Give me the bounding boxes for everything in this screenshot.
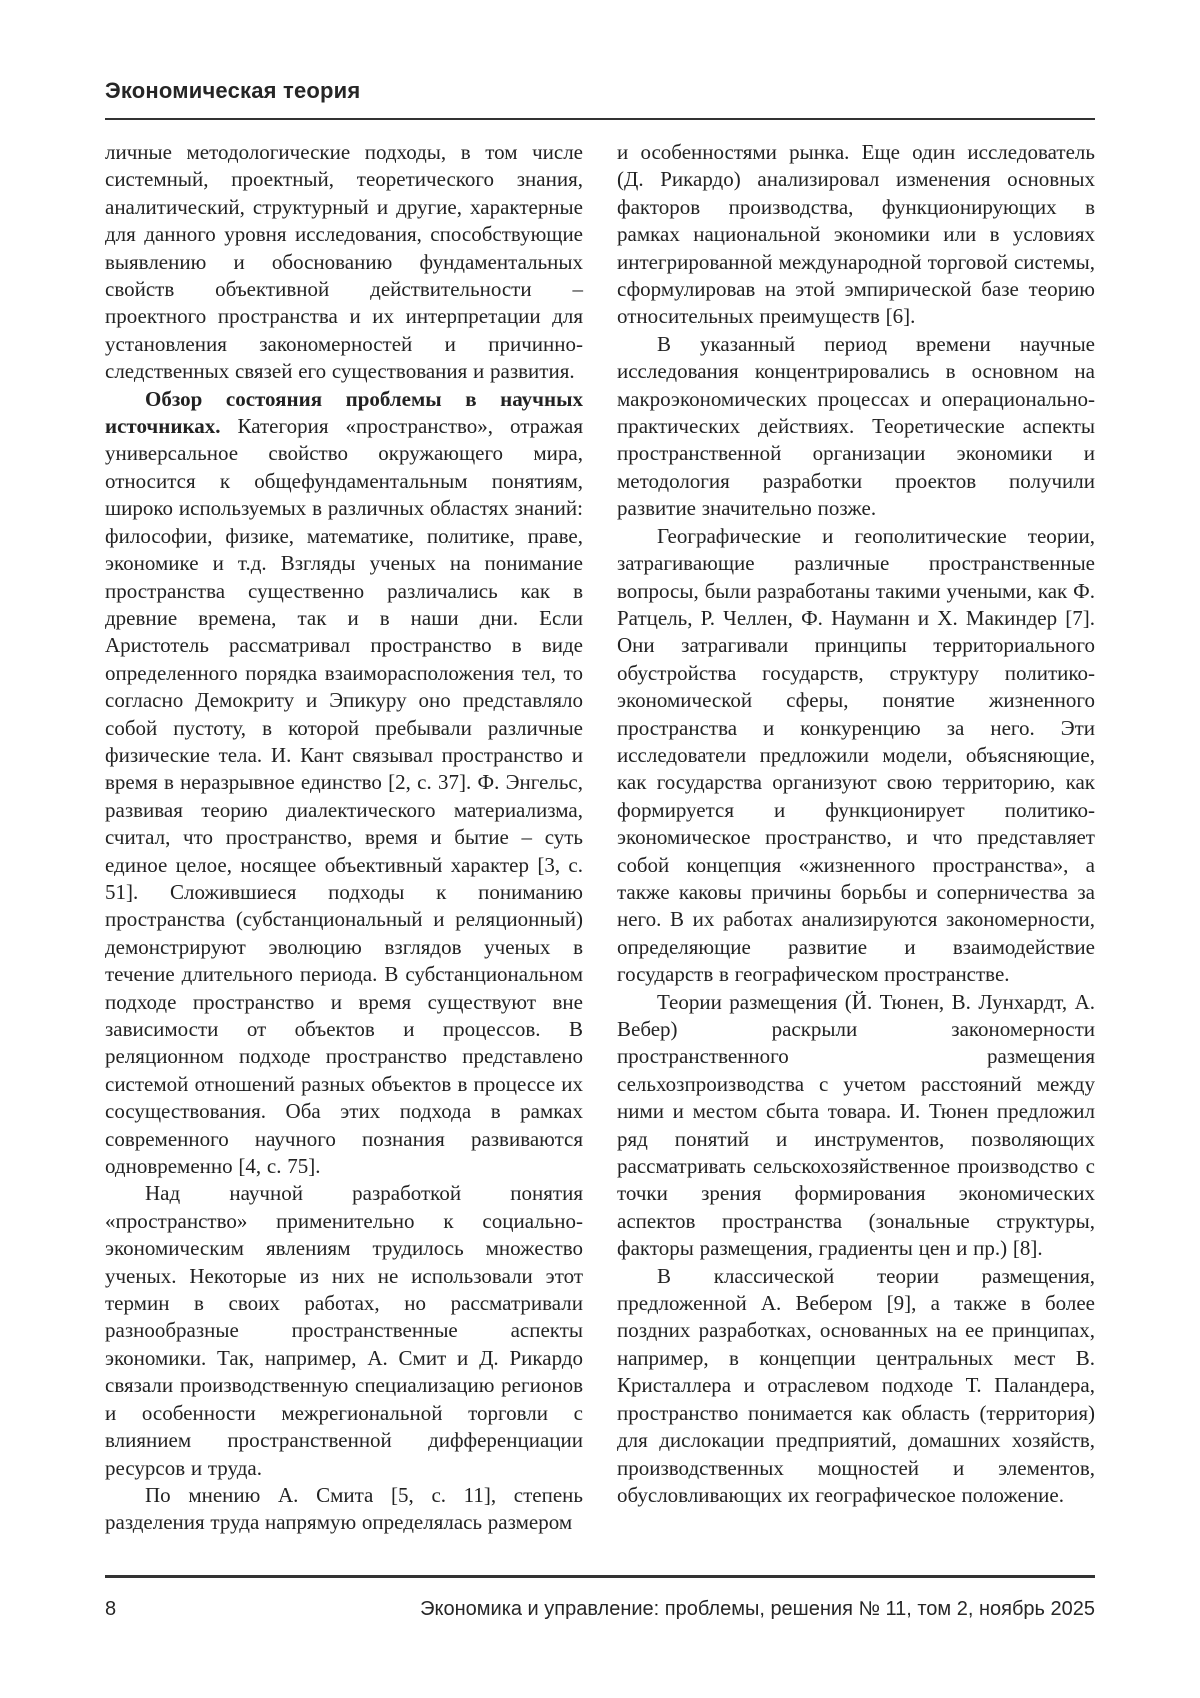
paragraph: В классической теории размещения, предложенной А. Вебером [9], а также в более поздних разработках, основанных на ее принципах, например, в концепции центральных мест В. Кристаллера и отраслевом подходе Т. Паландера, пространство понимается как область (территория) для дислокации предприятий, домашних хозяйств, производственных мощностей и элементов, обусловливающих их географическое положение. <box>617 1263 1095 1507</box>
paragraph: В указанный период времени научные исследования концентрировались в основном на макроэкономических процессах и операционально-практических действиях. Теоретические аспекты пространственной организации экономики и методология разработки проектов получили развитие значительно позже. <box>617 331 1095 521</box>
paragraph: Географические и геополитические теории, затрагивающие различные пространственные вопросы, были разработаны такими учеными, как Ф. Ратцель, Р. Челлен, Ф. Науманн и Х. Макиндер [7]. Они затрагивали принципы территориального обустройства государств, структуру политико-экономической сферы, понятие жизненного пространства и конкуренцию за него. Эти исследователи предложили модели, объясняющие, как государства организуют свою территорию, как формируется и функционирует политико-экономическое пространство, и что представляет собой концепция «жизненного пространства», а также каковы причины борьбы и соперничества за него. В их работах анализируются закономерности, определяющие развитие и взаимодействие государств в географическом пространстве. <box>617 523 1095 987</box>
left-column <box>105 139 583 1563</box>
footer-rule <box>105 1575 1095 1578</box>
paragraph: Теории размещения (Й. Тюнен, В. Лунхардт, А. Вебер) раскрыли закономерности пространственного размещения сельхозпроизводства с учетом расстояний между ними и местом сбыта товара. И. Тюнен предложил ряд понятий и инструментов, позволяющих рассматривать сельскохозяйственное производство с точки зрения формирования экономических аспектов пространства (зональные структуры, факторы размещения, градиенты цен и пр.) [8]. <box>617 989 1095 1261</box>
page-number: 8 <box>105 1598 117 1620</box>
paragraph: По мнению А. Смита [5, с. 11], степень разделения труда напрямую определялась размером <box>105 1482 583 1535</box>
paragraph-text: Категория «пространство», отражая универсальное свойство окружающего мира, относится к общефундаментальным понятиям, широко используемых в различных областях знаний: философии, физике, математике, политике, праве, экономике и т.д. Взгляды ученых на понимание пространства существенно различались как в древние времена, так и в наши дни. Если Аристотель рассматривал пространство в виде определенного порядка взаиморасположения тел, то согласно Демокриту и Эпикуру оно представляло собой пустоту, в которой пребывали различные физические тела. И. Кант связывал пространство и время в неразрывное единство [2, с. 37]. Ф. Энгельс, развивая теорию диалектического материализма, считал, что пространство, время и бытие – суть единое целое, носящее объективный характер [3, с. 51]. Сложившиеся подходы к пониманию пространства (субстанциональный и реляционный) демонстрируют эволюцию взглядов ученых в течение длительного периода. В субстанциональном подходе пространство и время существуют вне зависимости от объектов и процессов. В реляционном подходе пространство представлено системой отношений разных объектов в процессе их сосуществования. Оба этих подхода в рамках современного научного познания развиваются одновременно [4, с. 75]. <box>105 414 583 1179</box>
journal-title: Экономика и управление: проблемы, решения № 11, том 2, ноябрь 2025 <box>420 1598 1095 1620</box>
header-rule <box>105 118 1095 120</box>
paragraph: и особенностями рынка. Еще один исследователь (Д. Рикардо) анализировал изменения основных факторов производства, функционирующих в рамках национальной экономики или в условиях интегрированной международной торговой системы, сформулировав на этой эмпирической базе теорию относительных преимуществ [6]. <box>617 140 1095 329</box>
right-column <box>617 139 1095 1563</box>
article-body <box>105 139 1095 1563</box>
paragraph <box>105 386 583 1181</box>
footer <box>105 1598 1095 1621</box>
section-title: Экономическая теория <box>105 78 361 103</box>
subsection-heading: Обзор состояния проблемы в научных источниках. <box>105 386 583 439</box>
paragraph: личные методологические подходы, в том числе системный, проектный, теоретического знания, аналитический, структурный и другие, характерные для данного уровня исследования, способствующие выявлению и обоснованию фундаментальных свойств объективной действительности – проектного пространства и их интерпретации для установления закономерностей и причинно-следственных связей его существования и развития. <box>105 140 583 384</box>
paragraph: Над научной разработкой понятия «пространство» применительно к социально-экономическим явлениям трудилось множество ученых. Некоторые из них не использовали этот термин в своих работах, но рассматривали разнообразные пространственные аспекты экономики. Так, например, А. Смит и Д. Рикардо связали производственную специализацию регионов и особенности межрегиональной торговли с влиянием пространственной дифференциации ресурсов и труда. <box>105 1181 583 1480</box>
